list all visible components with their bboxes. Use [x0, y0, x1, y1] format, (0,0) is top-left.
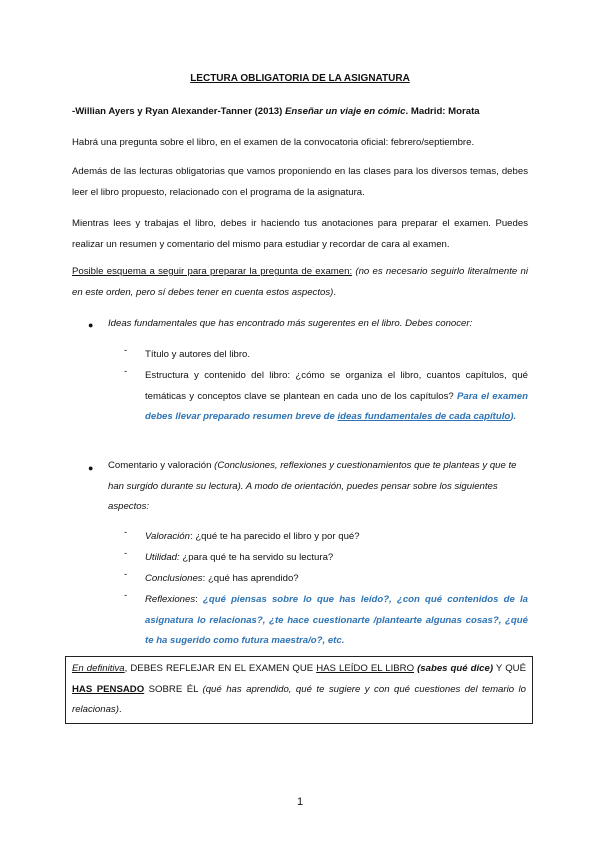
conclusion-t2: HAS LEÍDO EL LIBRO	[316, 663, 415, 674]
bullet-2-item-3-text: : ¿qué has aprendido?	[202, 573, 299, 584]
bullet-2-item-2-text: ¿para qué te ha servido su lectura?	[179, 552, 334, 563]
bullet-2-item-2	[145, 548, 528, 569]
bullet-2-item-4-blue: ¿qué piensas sobre lo que has leído?, ¿con qué contenidos de la asignatura lo relacionas?, ¿te hace cuestionarte /plantearte algunas cosas?, ¿qué te ha sugerido como futura maestra/o?, etc.	[145, 594, 528, 646]
reference-publisher: . Madrid: Morata	[405, 106, 480, 117]
bullet-2-item-2-marker: -	[124, 548, 128, 559]
bullet-2-text: Comentario y valoración	[108, 460, 212, 471]
bullet-1-item-2-blue-end: ).	[510, 411, 517, 422]
reference-authors: -Willian Ayers y Ryan Alexander-Tanner (2013)	[72, 106, 283, 117]
bullet-1-item-2-marker: -	[124, 366, 128, 377]
conclusion-t9: .	[118, 704, 122, 715]
bullet-1-item-2-blue-underlined: ideas fundamentales de cada capítulo	[337, 411, 511, 422]
bullet-2-item-1-marker: -	[124, 527, 128, 538]
bullet-2-item-4-label: Reflexiones	[145, 594, 196, 605]
conclusion-text	[72, 659, 526, 721]
bullet-1-item-1-text: Título y autores del libro.	[145, 349, 251, 360]
paragraph-mandatory-readings: Además de las lecturas obligatorias que vamos proponiendo en las clases para los diversos temas, debes leer el libro propuesto, relacionado con el programa de la asignatura.	[72, 166, 528, 198]
conclusion-t4: (sabes qué dice)	[417, 663, 494, 674]
bullet-2-item-3-marker: -	[124, 569, 128, 580]
paragraph-exam-question: Habrá una pregunta sobre el libro, en el examen de la convocatoria oficial: febrero/septiembre.	[72, 137, 475, 148]
bullet-2-item-3-label: Conclusiones	[145, 573, 203, 584]
paragraph-annotations: Mientras lees y trabajas el libro, debes ir haciendo tus anotaciones para preparar el examen. Puedes realizar un resumen y comentario del mismo para estudiar y recordar de cara al examen.	[72, 218, 528, 250]
page-title: LECTURA OBLIGATORIA DE LA ASIGNATURA	[190, 73, 410, 84]
scheme-note: (no es necesario seguirlo literalmente ni en este orden, pero sí debes tener en cuenta estos aspectos)	[72, 266, 528, 298]
bullet-1-text: Ideas fundamentales que has encontrado más sugerentes en el libro. Debes conocer:	[108, 318, 473, 329]
bullet-1-item-2	[145, 366, 528, 428]
bullet-2-item-2-label: Utilidad:	[145, 552, 180, 563]
conclusion-t8: (qué has aprendido, qué te sugiere y con qué cuestiones del temario lo relacionas)	[72, 683, 526, 715]
bullet-2-item-3	[145, 569, 528, 590]
bullet-2-item-4-text: :	[195, 594, 203, 605]
bullet-2-item-1-text: : ¿qué te ha parecido el libro y por qué?	[189, 531, 360, 542]
conclusion-t7: SOBRE ÉL	[144, 683, 203, 695]
bullet-2-item-1	[145, 527, 528, 548]
conclusion-lead: En definitiva	[72, 663, 125, 674]
conclusion-t1: , DEBES REFLEJAR EN EL EXAMEN QUE	[124, 663, 317, 674]
bullet-2-marker: ●	[88, 463, 94, 473]
bullet-1-item-1-marker: -	[124, 345, 128, 356]
reference-book-title: Enseñar un viaje en cómic	[285, 106, 406, 117]
bullet-2-item-4	[145, 590, 528, 652]
bullet-2-note: (Conclusiones, reflexiones y cuestionamientos que te planteas y que te han surgido durante su lectura). A modo de orientación, puedes pensar sobre los siguientes aspectos:	[108, 460, 517, 512]
scheme-intro	[72, 262, 528, 303]
book-reference	[72, 102, 528, 123]
bullet-1-item-2-blue: Para el examen debes llevar preparado resumen breve de	[145, 390, 529, 422]
bullet-2-item-1-label: Valoración	[145, 531, 190, 542]
conclusion-t6: HAS PENSADO	[72, 683, 145, 695]
bullet-1-item-2-text: Estructura y contenido del libro: ¿cómo se organiza el libro, cuantos capítulos, qué temáticas y conceptos clave se plantean en cada uno de los capítulos?	[145, 370, 528, 402]
page-number: 1	[296, 796, 304, 808]
scheme-end: .	[333, 286, 337, 298]
scheme-heading: Posible esquema a seguir para preparar la pregunta de examen:	[72, 266, 353, 277]
bullet-2-item-4-marker: -	[124, 590, 128, 601]
bullet-2	[108, 456, 528, 518]
conclusion-t5: Y QUÉ	[493, 663, 526, 674]
bullet-1-marker: ●	[88, 320, 94, 330]
